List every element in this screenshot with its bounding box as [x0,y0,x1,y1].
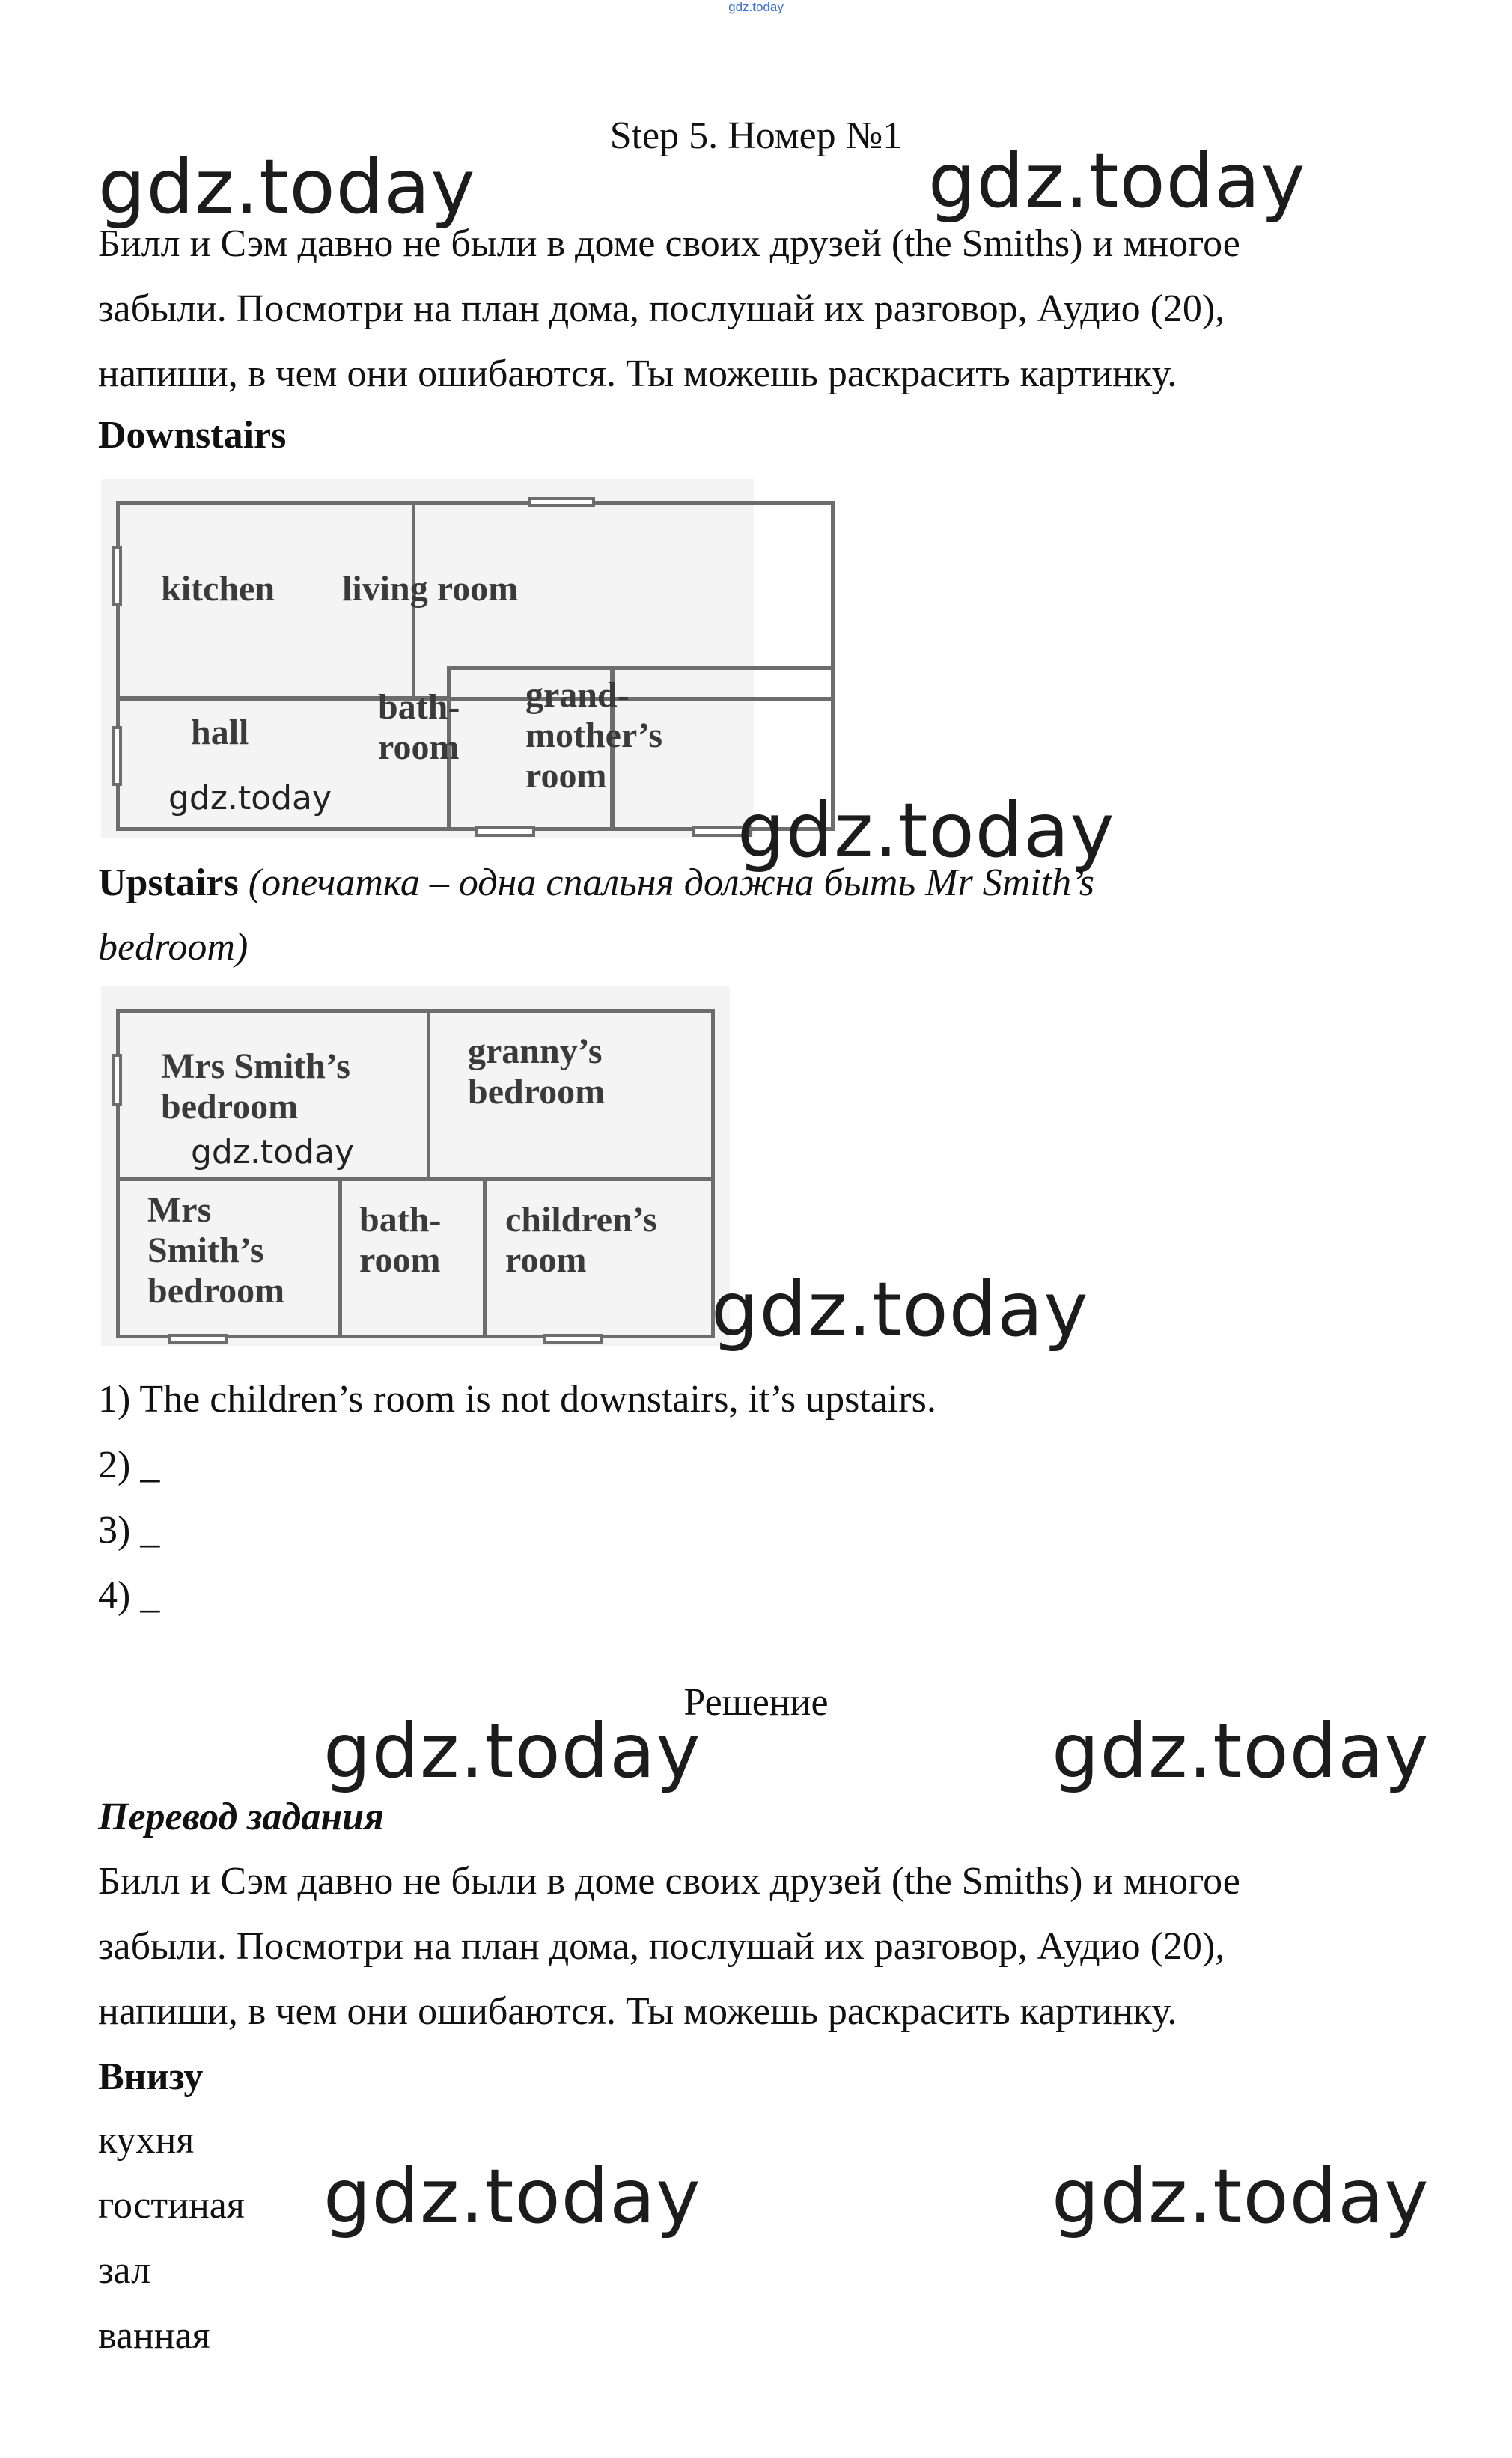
answer-line: 2) _ [98,1444,160,1486]
label-bathroom-up: bath- room [359,1200,442,1280]
upstairs-heading: Upstairs [98,861,239,904]
page-title: Step 5. Номер №1 [609,115,903,157]
door [168,1334,228,1344]
door [112,1054,122,1106]
vnizu-heading: Внизу [98,2055,204,2098]
word-item: кухня [98,2119,195,2162]
watermark: gdz.today [323,1707,701,1795]
translation-paragraph [98,1849,1445,2044]
upstairs-note: (опечатка – одна спальня должна быть Mr Smith’s [248,861,1094,904]
door [112,726,122,786]
watermark: gdz.today [1052,2153,1430,2240]
answer-line: 1) The children’s room is not downstairs, it’s upstairs. [98,1378,936,1421]
site-mark: gdz.today [728,0,784,14]
word-item: гостиная [98,2184,245,2227]
label-mrs-bedroom-2: Mrs Smith’s bedroom [147,1190,285,1311]
watermark: gdz.today [98,143,476,231]
label-grandmother-room: grand- mother’s room [525,675,663,796]
upstairs-heading-line [98,861,1094,905]
label-granny-bedroom: granny’s bedroom [468,1031,606,1111]
upstairs-note-cont: bedroom) [98,926,249,969]
watermark: gdz.today [1052,1707,1430,1795]
door [475,826,535,837]
label-mrs-bedroom-1: Mrs Smith’s bedroom [161,1046,350,1126]
translation-heading: Перевод задания [98,1796,384,1838]
solution-heading: Решение [683,1681,829,1724]
upstairs-plan [101,986,730,1346]
downstairs-plan [101,479,754,838]
label-children-room: children’s room [505,1200,657,1280]
door [528,497,595,507]
label-hall: hall [191,713,249,752]
downstairs-heading: Downstairs [98,414,287,457]
task-line: напиши, в чем они ошибаются. Ты можешь раскрасить картинку. [98,353,1177,395]
watermark: gdz.today [928,137,1306,225]
translation-line: забыли. Посмотри на план дома, послушай их разговор, Аудио (20), [98,1925,1225,1968]
watermark-small: gdz.today [168,779,332,817]
task-line: Билл и Сэм давно не были в доме своих друзей (the Smiths) и многое [98,222,1240,265]
word-item: ванная [98,2314,210,2357]
task-line: забыли. Посмотри на план дома, послушай их разговор, Аудио (20), [98,287,1225,330]
door [112,546,122,606]
watermark: gdz.today [323,2153,701,2240]
watermark: gdz.today [711,1266,1089,1353]
word-item: зал [98,2249,151,2292]
answer-line: 3) _ [98,1509,160,1552]
label-living-room: living room [342,569,519,609]
label-bathroom: bath- room [378,687,460,767]
watermark: gdz.today [737,787,1115,874]
answer-line: 4) _ [98,1574,160,1617]
translation-line: напиши, в чем они ошибаются. Ты можешь раскрасить картинку. [98,1990,1177,2033]
watermark-small: gdz.today [191,1133,355,1171]
label-kitchen: kitchen [161,569,275,609]
door [543,1334,603,1344]
translation-line: Билл и Сэм давно не были в доме своих друзей (the Smiths) и многое [98,1860,1240,1903]
task-paragraph [98,211,1445,406]
